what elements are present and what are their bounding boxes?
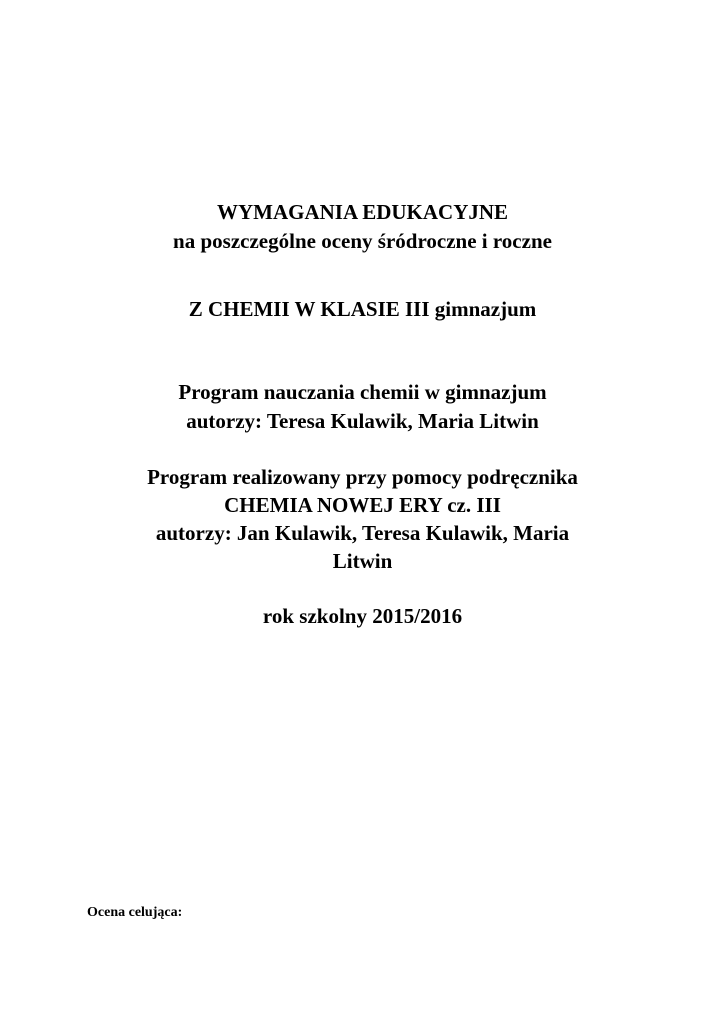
school-year: rok szkolny 2015/2016: [262, 604, 463, 628]
subject-line: Z CHEMII W KLASIE III gimnazjum: [188, 297, 537, 321]
textbook-line-2: CHEMIA NOWEJ ERY cz. III: [224, 493, 501, 517]
title-line-1: WYMAGANIA EDUKACYJNE: [216, 200, 509, 224]
textbook-line-1: Program realizowany przy pomocy podręcznika: [147, 465, 578, 489]
program-line-1: Program nauczania chemii w gimnazjum: [178, 380, 547, 404]
title-line-2: na poszczególne oceny śródroczne i roczne: [173, 229, 552, 253]
grade-label: Ocena celująca:: [87, 905, 183, 920]
textbook-line-3: autorzy: Jan Kulawik, Teresa Kulawik, Maria: [155, 521, 570, 545]
program-line-2: autorzy: Teresa Kulawik, Maria Litwin: [186, 409, 539, 433]
textbook-line-4: Litwin: [332, 549, 393, 573]
